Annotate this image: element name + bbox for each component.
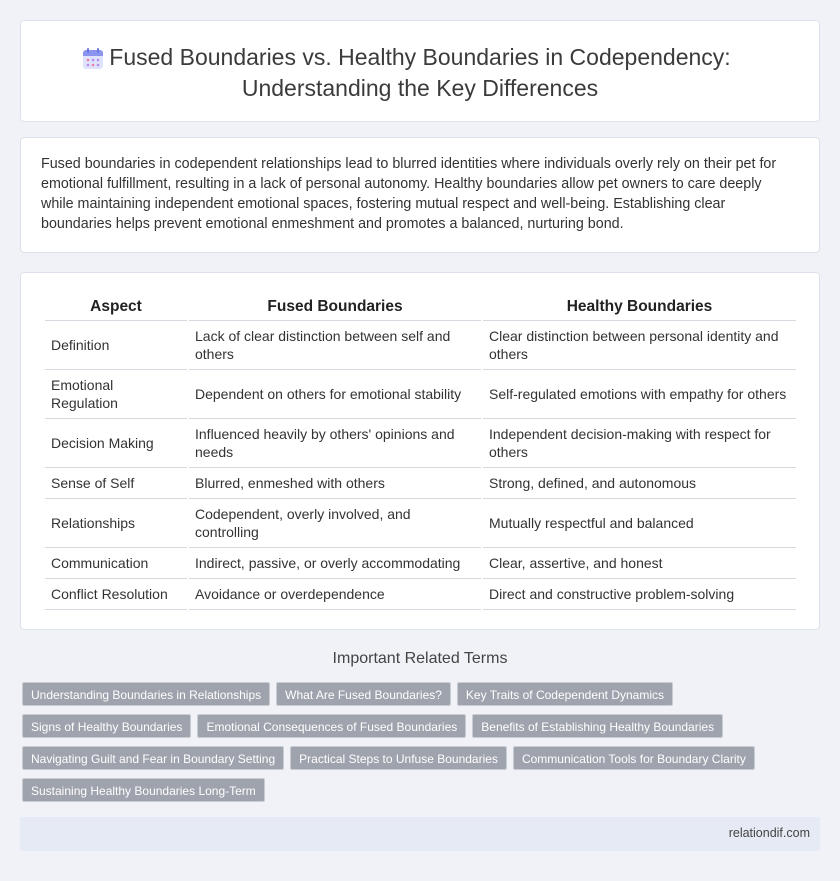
related-term-tag[interactable]: Sustaining Healthy Boundaries Long-Term (22, 778, 265, 802)
related-term-tag[interactable]: What Are Fused Boundaries? (276, 682, 451, 706)
cell-aspect: Conflict Resolution (45, 579, 187, 610)
page-title: Fused Boundaries vs. Healthy Boundaries in Codependency: Understanding the Key Differences (109, 44, 731, 101)
cell-fused: Codependent, overly involved, and controlling (189, 499, 481, 548)
cell-aspect: Decision Making (45, 419, 187, 468)
cell-healthy: Strong, defined, and autonomous (483, 468, 796, 499)
comparison-table (43, 293, 798, 610)
table-row (45, 468, 796, 499)
header-aspect: Aspect (45, 293, 187, 321)
table-row (45, 579, 796, 610)
cell-fused: Lack of clear distinction between self and others (189, 321, 481, 370)
comparison-card (20, 272, 820, 630)
intro-paragraph: Fused boundaries in codependent relationships lead to blurred identities where individuals overly rely on their pet for emotional fulfillment, resulting in a lack of personal autonomy. Healthy boundaries allow pet owners to care deeply while maintaining independent emotional spaces, fostering mutual respect and well-being. Establishing clear boundaries helps prevent emotional enmeshment and promotes a balanced, nurturing bond. (41, 156, 777, 232)
related-term-tag[interactable]: Communication Tools for Boundary Clarity (513, 746, 755, 770)
related-terms-heading: Important Related Terms (332, 650, 508, 667)
table-row (45, 419, 796, 468)
table-row (45, 321, 796, 370)
table-row (45, 548, 796, 579)
title-card (20, 20, 820, 122)
header-healthy: Healthy Boundaries (483, 293, 796, 321)
cell-aspect: Emotional Regulation (45, 370, 187, 419)
cell-fused: Dependent on others for emotional stability (189, 370, 481, 419)
cell-aspect: Sense of Self (45, 468, 187, 499)
cell-fused: Avoidance or overdependence (189, 579, 481, 610)
related-terms-list (22, 682, 822, 802)
related-term-tag[interactable]: Benefits of Establishing Healthy Boundaries (472, 714, 723, 738)
table-header-row (45, 293, 796, 321)
related-term-tag[interactable]: Understanding Boundaries in Relationships (22, 682, 270, 706)
cell-aspect: Relationships (45, 499, 187, 548)
cell-healthy: Clear distinction between personal identity and others (483, 321, 796, 370)
cell-healthy: Mutually respectful and balanced (483, 499, 796, 548)
related-term-tag[interactable]: Navigating Guilt and Fear in Boundary Setting (22, 746, 284, 770)
table-row (45, 499, 796, 548)
related-term-tag[interactable]: Practical Steps to Unfuse Boundaries (290, 746, 507, 770)
related-term-tag[interactable]: Key Traits of Codependent Dynamics (457, 682, 673, 706)
cell-fused: Influenced heavily by others' opinions and needs (189, 419, 481, 468)
cell-aspect: Definition (45, 321, 187, 370)
cell-fused: Indirect, passive, or overly accommodating (189, 548, 481, 579)
related-term-tag[interactable]: Emotional Consequences of Fused Boundaries (197, 714, 466, 738)
cell-healthy: Clear, assertive, and honest (483, 548, 796, 579)
cell-fused: Blurred, enmeshed with others (189, 468, 481, 499)
header-fused: Fused Boundaries (189, 293, 481, 321)
footer-site-link[interactable]: relationdif.com (728, 826, 810, 840)
cell-healthy: Self-regulated emotions with empathy for others (483, 370, 796, 419)
cell-healthy: Direct and constructive problem-solving (483, 579, 796, 610)
cell-healthy: Independent decision-making with respect for others (483, 419, 796, 468)
footer (20, 817, 820, 851)
related-term-tag[interactable]: Signs of Healthy Boundaries (22, 714, 191, 738)
intro-card (20, 137, 820, 253)
table-row (45, 370, 796, 419)
cell-aspect: Communication (45, 548, 187, 579)
